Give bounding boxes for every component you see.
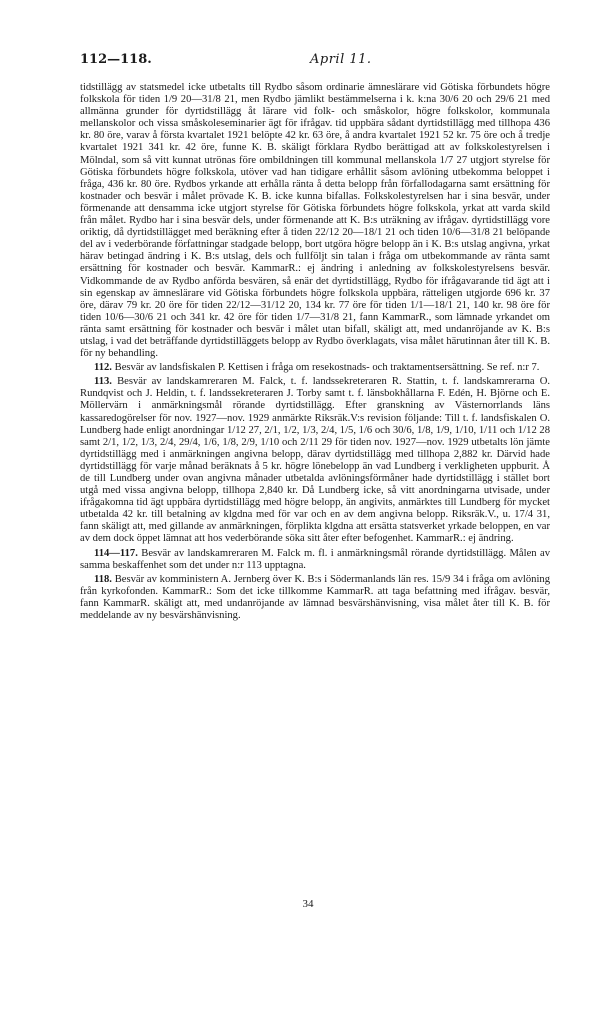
page-number: 34 <box>302 898 314 910</box>
paragraph-text: Besvär av landskamreraren M. Falck m. fl. i anmärkningsmål rörande dyrtidstillägg. Målen av samma beskaffenhet som det under n:r 113 upptagna. <box>80 547 550 571</box>
case-number: 112. <box>94 362 112 374</box>
case-number: 118. <box>94 573 112 585</box>
paragraph-text: Besvär av landsfiskalen P. Kettisen i fråga om resekostnads- och traktamentsersättning. Se ref. n:r 7. <box>114 362 540 374</box>
case-number: 114—117. <box>94 547 138 559</box>
case-112 <box>80 362 550 374</box>
paragraph-text: Besvär av landskamreraren M. Falck, t. f. landssekreteraren R. Stattin, t. f. landskamrerarna O. Rundqvist och J. Heldin, t. f. landssekreteraren J. Torby samt t. f. länsbokhållarna F. Edén, H. Björne och E. Möllervärn i anmärkningsmål rörande dyrtidstillägg. Efter granskning av Västernorrlands läns kassaredogörelser för nov. 1927—nov. 1929 anmärkte Riksräk.V:s revision följande: Till t. f. landsfiskalen O. Lundberg hade enligt anordningar 1/12 27, 2/1, 1/2, 1/3, 2/4, 1/5, 1/6 och 30/6, 1/8, 1/9, 1/10, 1/11 och 1/12 28 samt 2/1, 1/2, 1/3, 2/4, 29/4, 1/6, 1/8, 2/9, 1/10 och 2/11 29 för tiden nov. 1927—nov. 1929 utbetalts lön jämte dyrtidstillägg med i anmärkningen angivna belopp, därav dyrtidstillägg med tillhopa 2,882 kr. Därvid hade dyrtidstillägg för varje månad beräknats å 5 kr. högre lönebelopp än vad Lundberg i verkligheten uppburit. Å de till Lundberg under ovan angivna månader utbetalda avlöningsförmåner hade dyrtidstillägg i stället bort utgå med vissa angivna belopp, tillhopa 2,840 kr. Då Lundberg icke, så vitt anordningarna utvisade, under ifrågakomna tid ägt uppbära dyrtidstillägg med högre belopp, än angivits, anmärktes till Lundberg för mycket utbetalda 42 kr. till betalning av klgdna med för var och en av dem angivna belopp. Riksräk.V., u. 17/4 31, fann skäligt att, med gillande av anmärkningen, förplikta klgdna att ersätta statsverket yrkade beloppen, en var av dem dock öppet lämnat att hos vederbörande söka sitt åter efter befogenhet. KammarR.: ej ändring. <box>80 376 550 545</box>
body-text <box>80 82 550 622</box>
paragraph-text: Besvär av komministern A. Jernberg över K. B:s i Södermanlands län res. 15/9 34 i fråga om avlöning från kyrkofonden. KammarR.: Som det icke tillkomme KammarR. att taga befattning med ifrågav. besvär, fann KammarR. skäligt att, med undanröjande av lämnad besvärshänvisning, visa målet åter till K. B. för meddelande av ny besvärshänvisning. <box>80 573 550 622</box>
page-header <box>80 52 546 70</box>
paragraph-text: tidstillägg av statsmedel icke utbetalts till Rydbo såsom ordinarie ämneslärare vid Götiska förbundets högre folkskola för tiden 1/9 20—31/8 21, men Rydbo jämlikt bestämmelserna i k. k:na 30/6 20 och 29/6 21 med allmänna grunder för dyrtidstillägg åt lärare vid folk- och småskolor, högre folkskolor, kommunala mellanskolor och vissa småskoleseminarier ägt för ifrågav. tid uppbära sådant dyrtidstillägg med tillhopa 436 kr. 80 öre, varav å första kvartalet 1921 belöpte 42 kr. 63 öre, å andra kvartalet 1921 52 kr. 75 öre och å tredje kvartalet 1921 341 kr. 42 öre, funne K. B. skäligt förklara Rydbo berättigad att av folkskolestyrelsen i Mölndal, som så vitt kunnat utrönas före ombildningen till kommunal mellanskola 1/7 27 utgjort styrelse för Götiska förbundets högre folkskola, utöver vad han tidigare erhållit såsom avlöning utbekomma beloppet i fråga, 436 kr. 80 öre. Rydbos yrkande att erhålla ränta å detta belopp från förfallodagarna samt ersättning för kostnader och besvär i målet prövade K. B. icke kunna bifallas. Folkskolestyrelsen har i sina besvär, under förmenande att densamma icke utgjort styrelse för Götiska förbundets högre folkskola, yrkat att varda skild från målet. Rydbo har i sina besvär dels, under förmenande att K. B:s uträkning av ifrågav. dyrtidstillägg vore oriktig, då dyrtidstillägget med beräkning efter å tiden 22/12 20—18/1 21 och tiden 10/6—31/8 21 belöpande del av i vederbörande författningar stadgade belopp, bort utgöra högre belopp än i K. B:s utslag angivna, yrkat härav betingad ändring i K. B:s utslag, dels och fullföljt sin talan i fråga om utbekommande av ränta samt ersättning för kostnader och besvär. KammarR.: ej ändring i anledning av folkskolestyrelsens besvär. Vidkommande de av Rydbo anförda besvären, så enär det dyrtidstillägg, Rydbo för ifrågavarande tid ägt att i sin egenskap av ämneslärare vid Götiska förbundets högre folkskola uppbära, rätteligen utgjorde 696 kr. 37 öre, därav 79 kr. 20 öre för tiden 22/12—31/12 20, 134 kr. 77 öre för tiden 1/1—18/1 21, 140 kr. 98 öre för tiden 10/6—30/6 21 och 341 kr. 42 öre för tiden 1/7—31/8 21, fann KammarR., som lämnade yrkandet om ränta samt ersättning för kostnader och besvär i målet utan bifall, skäligt att, med undanröjande av K. B:s utslag, i vad det beträffande dyrtidstilläggets belopp av Rydbo överklagats, visa målet härutinnan åter till K. B. för ny behandling. <box>80 82 550 360</box>
case-number: 113. <box>94 376 112 388</box>
case-range: 112—118. <box>80 52 152 67</box>
case-114-117 <box>80 548 550 572</box>
continued-paragraph <box>80 82 550 360</box>
case-113 <box>80 376 550 545</box>
page-date: April 11. <box>310 52 372 67</box>
case-118 <box>80 574 550 622</box>
